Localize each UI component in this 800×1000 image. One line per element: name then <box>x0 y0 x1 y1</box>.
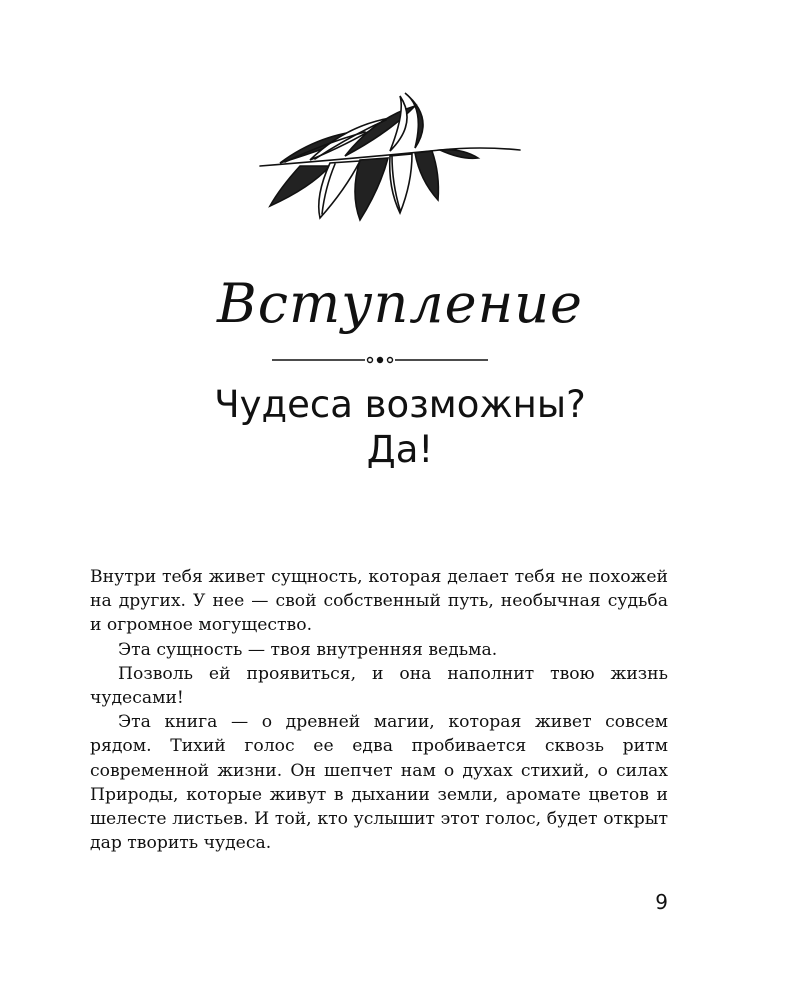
paragraph: Эта книга — о древней магии, которая живет совсем рядом. Тихий голос ее едва пробивается сквозь ритм современной жизни. Он шепчет нам о духах стихий, о силах Природы, которые живут в дыхании земли, аромате цветов и шелесте листьев. И той, кто услышит этот голос, будет открыт дар творить чудеса. <box>90 712 668 854</box>
body-text <box>90 565 668 855</box>
chapter-subtitle <box>0 382 800 472</box>
chapter-title: Вступление <box>217 272 583 335</box>
ornamental-divider-icon <box>270 350 490 370</box>
paragraph: Внутри тебя живет сущность, которая делает тебя не похожей на других. У нее — свой собственный путь, необычная судьба и огромное могущество. <box>90 567 668 636</box>
leaf-branch-icon <box>240 88 530 228</box>
subtitle-line-1: Чудеса возможны? <box>214 383 586 426</box>
subtitle-line-2: Да! <box>366 428 434 471</box>
paragraph: Эта сущность — твоя внутренняя ведьма. <box>118 639 498 660</box>
paragraph: Позволь ей проявиться, и она наполнит твою жизнь чудесами! <box>90 663 668 709</box>
page-number: 9 <box>655 890 668 914</box>
